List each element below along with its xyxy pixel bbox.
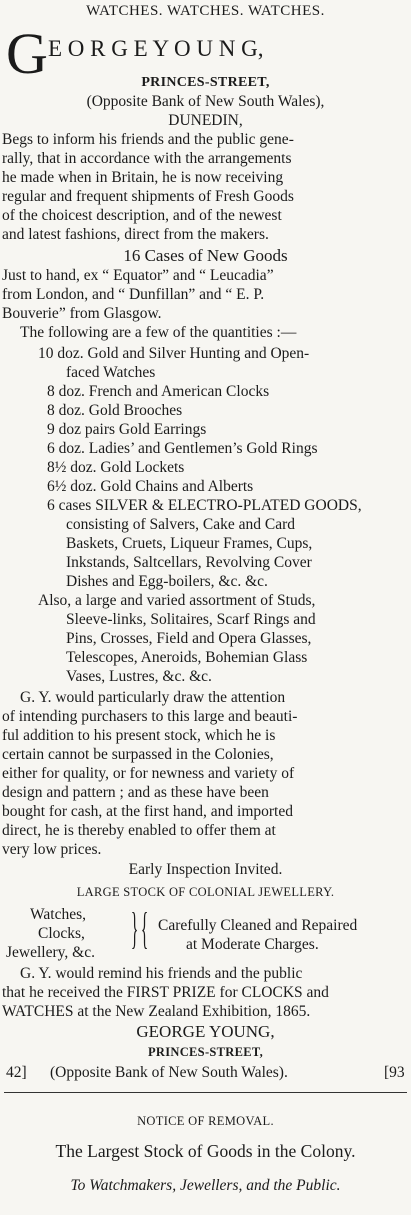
repair-left-line: Clocks, bbox=[38, 925, 85, 942]
item-line: 8 doz. French and American Clocks bbox=[47, 383, 270, 400]
item-line: 6 doz. Ladies’ and Gentlemen’s Gold Rings bbox=[47, 440, 318, 457]
item-line: 6½ doz. Gold Chains and Alberts bbox=[47, 478, 254, 495]
signature-street: PRINCES-STREET, bbox=[147, 1045, 264, 1059]
repair-left-line: Watches, bbox=[30, 906, 86, 923]
street-line: PRINCES-STREET, bbox=[141, 75, 270, 90]
attention-line: G. Y. would particularly draw the attention bbox=[20, 689, 286, 706]
colonial-jewellery-heading: LARGE STOCK OF COLONIAL JEWELLERY. bbox=[76, 885, 335, 899]
item-line: 9 doz pairs Gold Earrings bbox=[47, 421, 207, 438]
attention-line: design and pattern ; and as these have been bbox=[2, 784, 269, 801]
inspection-line: Early Inspection Invited. bbox=[128, 861, 283, 878]
remind-line: that he received the FIRST PRIZE for CLOCKS and bbox=[2, 984, 329, 1001]
attention-line: ful addition to his present stock, which he is bbox=[2, 727, 276, 744]
following-line: The following are a few of the quantities :— bbox=[20, 324, 297, 341]
item-line: consisting of Salvers, Cake and Card bbox=[66, 516, 296, 533]
item-line: 8 doz. Gold Brooches bbox=[47, 402, 183, 419]
remind-line: G. Y. would remind his friends and the public bbox=[20, 965, 303, 982]
item-line: Baskets, Cruets, Liqueur Frames, Cups, bbox=[66, 535, 313, 552]
intro-line: regular and frequent shipments of Fresh Goods bbox=[2, 188, 294, 205]
item-line: Also, a large and varied assortment of Studs, bbox=[38, 592, 316, 609]
reference-left: 42] bbox=[6, 1064, 27, 1081]
intro-line: of the choicest description, and of the newest bbox=[2, 207, 282, 224]
item-line: Sleeve-links, Solitaires, Scarf Rings and bbox=[66, 611, 316, 628]
name-title: E O R G E Y O U N G, bbox=[48, 36, 264, 61]
item-line: Inkstands, Saltcellars, Revolving Cover bbox=[66, 554, 312, 571]
attention-line: direct, he is thereby enabled to offer them at bbox=[2, 822, 276, 839]
cases-heading: 16 Cases of New Goods bbox=[123, 246, 288, 265]
repair-right-line: at Moderate Charges. bbox=[186, 936, 319, 953]
city-line: DUNEDIN, bbox=[168, 112, 243, 129]
intro-line: he made when in Britain, he is now receiving bbox=[2, 169, 284, 186]
just-to-hand-line: Bouverie” from Glasgow. bbox=[2, 305, 162, 322]
item-line: 6 cases SILVER & ELECTRO-PLATED GOODS, bbox=[47, 497, 362, 514]
largest-stock-heading: The Largest Stock of Goods in the Colony. bbox=[55, 1141, 356, 1161]
signature-opposite: (Opposite Bank of New South Wales). bbox=[50, 1064, 288, 1081]
right-brace: { bbox=[140, 904, 149, 953]
divider-rule bbox=[4, 1092, 407, 1093]
notice-of-removal: NOTICE OF REMOVAL. bbox=[137, 1114, 274, 1128]
header-watches: WATCHES. WATCHES. WATCHES. bbox=[86, 3, 325, 19]
item-line: Pins, Crosses, Field and Opera Glasses, bbox=[66, 630, 312, 647]
name-initial: G bbox=[6, 21, 48, 86]
opposite-line: (Opposite Bank of New South Wales), bbox=[86, 93, 325, 110]
item-line: Vases, Lustres, &c. &c. bbox=[66, 668, 212, 685]
left-brace: } bbox=[130, 904, 139, 953]
to-watchmakers-line: To Watchmakers, Jewellers, and the Public. bbox=[70, 1177, 341, 1194]
signature-name: GEORGE YOUNG, bbox=[136, 1022, 275, 1041]
repair-left-line: Jewellery, &c. bbox=[6, 944, 95, 961]
just-to-hand-line: Just to hand, ex “ Equator” and “ Leucadia” bbox=[2, 267, 274, 284]
attention-line: of intending purchasers to this large and beauti- bbox=[2, 708, 298, 725]
attention-line: very low prices. bbox=[2, 841, 102, 858]
item-line: faced Watches bbox=[66, 364, 156, 381]
intro-line: and latest fashions, direct from the makers. bbox=[2, 226, 269, 243]
item-line: 8½ doz. Gold Lockets bbox=[47, 459, 185, 476]
intro-line: rally, that in accordance with the arrangements bbox=[2, 150, 292, 167]
attention-line: certain cannot be surpassed in the Colonies, bbox=[2, 746, 274, 763]
just-to-hand-line: from London, and “ Dunfillan” and “ E. P. bbox=[2, 286, 265, 303]
attention-line: bought for cash, at the first hand, and imported bbox=[2, 803, 293, 820]
attention-line: either for quality, or for newness and variety of bbox=[2, 765, 295, 782]
reference-right: [93 bbox=[384, 1064, 405, 1081]
repair-right-line: Carefully Cleaned and Repaired bbox=[158, 917, 358, 934]
item-line: Telescopes, Aneroids, Bohemian Glass bbox=[66, 649, 308, 666]
item-line: 10 doz. Gold and Silver Hunting and Open- bbox=[38, 345, 310, 362]
intro-line: Begs to inform his friends and the public gene- bbox=[2, 131, 294, 148]
item-line: Dishes and Egg-boilers, &c. &c. bbox=[66, 573, 268, 590]
remind-line: WATCHES at the New Zealand Exhibition, 1865. bbox=[2, 1003, 311, 1020]
